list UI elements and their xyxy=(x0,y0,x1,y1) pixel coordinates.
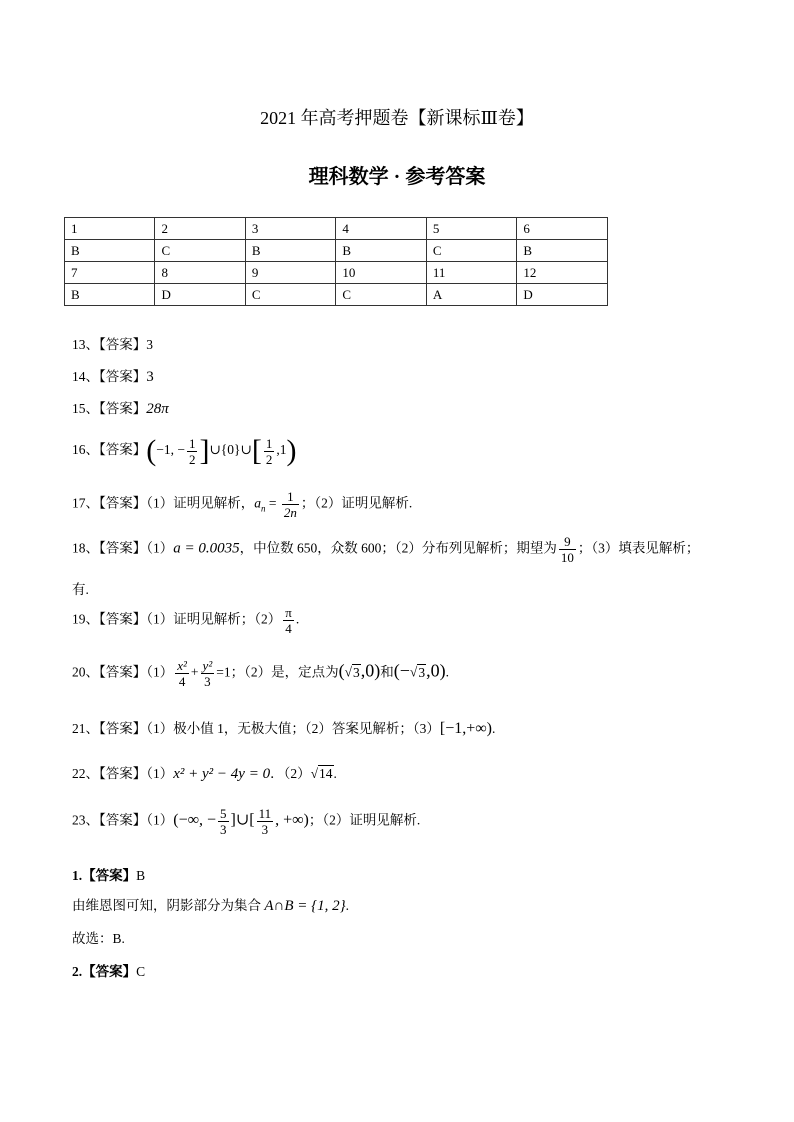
table-cell: B xyxy=(65,284,155,306)
table-cell: 2 xyxy=(155,218,245,240)
table-cell: 4 xyxy=(336,218,427,240)
answer-19: 19、【答案】（1）证明见解析；（2） $\frac{\pi}{4}$ . xyxy=(72,605,300,636)
table-row xyxy=(65,284,608,306)
table-cell: 8 xyxy=(155,262,245,284)
answer-23: 23、【答案】（1）(−∞, − $\frac{5}{3}$ ]∪[ $\frac{11}{3}$ , +∞)；（2）证明见解析. xyxy=(72,806,421,837)
solution-1-conclusion: 故选：B. xyxy=(72,931,125,946)
table-cell: C xyxy=(245,284,335,306)
table-row xyxy=(65,218,608,240)
table-cell: B xyxy=(65,240,155,262)
table-cell: 3 xyxy=(245,218,335,240)
table-cell: D xyxy=(517,284,608,306)
answer-16: 16、【答案】(−1, − $\frac{1}{2}$ ]∪{0}∪[ $\frac{1}{2}$ ,1) xyxy=(72,434,297,467)
table-cell: 10 xyxy=(336,262,427,284)
answer-13: 13、【答案】3 xyxy=(72,337,153,352)
answer-20: 20、【答案】（1） $\frac{\text{x²}}{4}$ + $\frac{\text{y²}}{3}$ =1；（2）是，定点为(√3,0)和(−√3,0). xyxy=(72,658,449,689)
table-cell: B xyxy=(517,240,608,262)
table-cell: B xyxy=(336,240,427,262)
solution-1-body: 由维恩图可知，阴影部分为集合 A∩B = {1, 2}. xyxy=(72,898,350,914)
solution-2-heading: 2.【答案】C xyxy=(72,964,146,979)
answer-table xyxy=(64,217,608,306)
table-cell: 7 xyxy=(65,262,155,284)
answer-21: 21、【答案】（1）极小值 1，无极大值；（2）答案见解析；（3）[−1,+∞). xyxy=(72,720,496,737)
table-cell: C xyxy=(426,240,517,262)
answer-22: 22、【答案】（1）x² + y² − 4y = 0．（2）√14. xyxy=(72,766,337,782)
solution-1-heading: 1.【答案】B xyxy=(72,868,146,883)
table-cell: 6 xyxy=(517,218,608,240)
table-cell: C xyxy=(155,240,245,262)
table-row xyxy=(65,240,608,262)
table-cell: 1 xyxy=(65,218,155,240)
answer-18: 18、【答案】（1）a = 0.0035，中位数 650，众数 600；（2）分布列见解析；期望为 $\frac{9}{10}$ ；（3）填表见解析； xyxy=(72,534,700,565)
answer-14: 14、【答案】3 xyxy=(72,369,154,385)
table-cell: B xyxy=(245,240,335,262)
table-cell: C xyxy=(336,284,427,306)
answer-15: 15、【答案】28π xyxy=(72,401,169,417)
answer-17: 17、【答案】（1）证明见解析，$a_n$ = $\frac{1}{2n}$ ；（2）证明见解析. xyxy=(72,489,413,520)
table-row xyxy=(65,262,608,284)
table-cell: 9 xyxy=(245,262,335,284)
answer-18-continued: 有. xyxy=(72,582,89,597)
table-cell: 12 xyxy=(517,262,608,284)
table-cell: 11 xyxy=(426,262,517,284)
table-cell: 5 xyxy=(426,218,517,240)
table-cell: A xyxy=(426,284,517,306)
table-cell: D xyxy=(155,284,245,306)
document-subtitle: 理科数学 · 参考答案 xyxy=(308,166,486,188)
document-title: 2021 年高考押题卷【新课标Ⅲ卷】 xyxy=(260,108,534,128)
